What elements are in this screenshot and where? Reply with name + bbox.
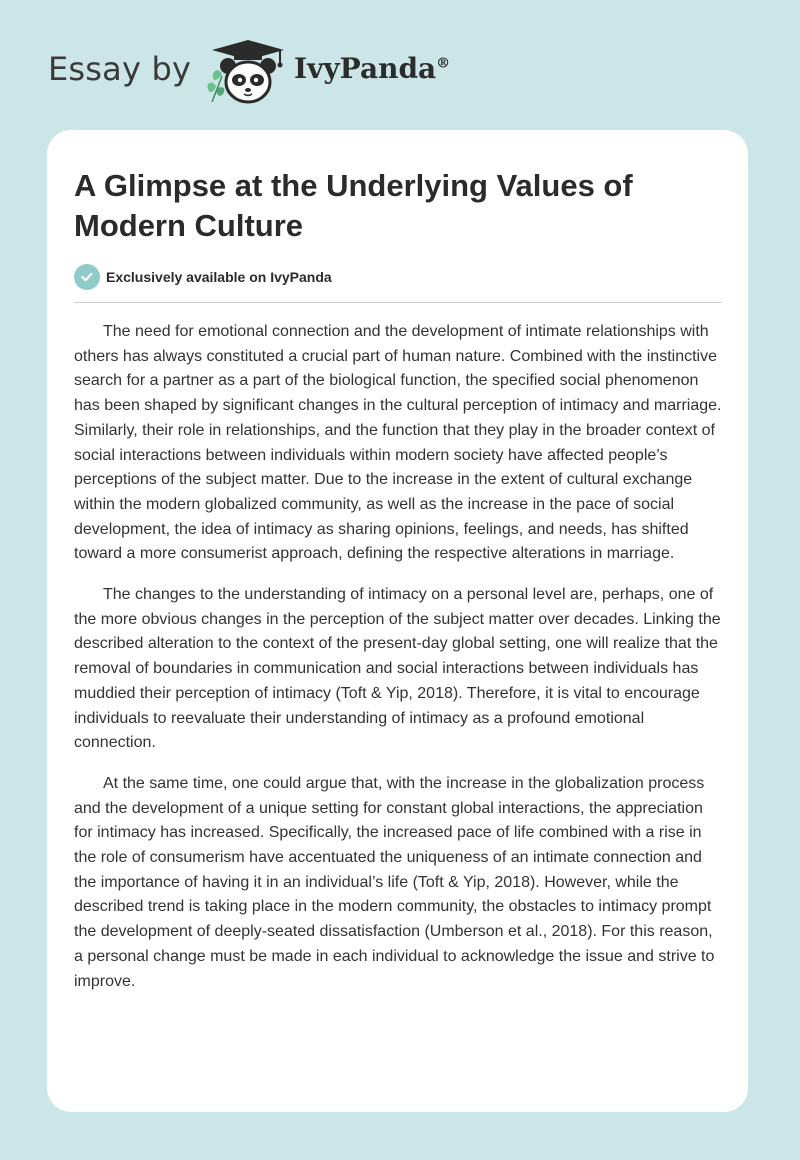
brand-name[interactable] — [294, 52, 450, 85]
exclusive-badge — [74, 264, 332, 290]
check-circle-icon — [74, 264, 100, 290]
divider — [74, 302, 722, 303]
site-header — [0, 0, 800, 120]
registered-mark: ® — [436, 55, 451, 72]
brand-name-text: IvyPanda — [294, 52, 437, 85]
article-card — [47, 130, 748, 1112]
badge-label: Exclusively available on IvyPanda — [106, 269, 332, 285]
paragraph: The changes to the understanding of intimacy on a personal level are, perhaps, one of the more obvious changes in the perception of the subject matter over decades. Linking the described alteration to the context of the present-day global setting, one will realize that the removal of boundaries in communication and social interactions between individuals has muddied their perception of intimacy (Toft & Yip, 2018). Therefore, it is vital to encourage individuals to reevaluate their understanding of intimacy as a profound emotional connection. — [74, 586, 721, 752]
page-title: A Glimpse at the Underlying Values of Modern Culture — [74, 168, 633, 243]
paragraph: At the same time, one could argue that, with the increase in the globalization process and the development of a unique setting for constant global interactions, the appreciation for intimacy has increased. Specifically, the increased pace of life combined with a rise in the role of consumerism have accentuated the uniqueness of an intimate connection and the importance of having it in an individual’s life (Toft & Yip, 2018). However, while the described trend is taking place in the modern community, the obstacles to intimacy prompt the development of deeply-seated dissatisfaction (Umberson et al., 2018). For this reason, a personal change must be made in each individual to acknowledge the issue and strive to improve. — [74, 774, 715, 990]
paragraph: The need for emotional connection and the development of intimate relationships with others has always constituted a crucial part of human nature. Combined with the instinctive search for a partner as a part of the biological function, the specified social phenomenon has been shaped by significant changes in the cultural perception of intimacy and marriage. Similarly, their role in relationships, and the function that they play in the broader context of social interactions between individuals within modern society have affected people’s perceptions of the subject matter. Due to the increase in the extent of cultural exchange within the modern globalized community, as well as the increase in the pace of social development, the idea of intimacy as sharing opinions, feelings, and needs, has shifted toward a more consumerist approach, defining the respective alterations in marriage. — [74, 323, 722, 563]
article-body — [74, 320, 724, 1010]
panda-graduate-icon[interactable] — [200, 36, 290, 108]
brand-prefix: Essay by — [48, 50, 192, 88]
